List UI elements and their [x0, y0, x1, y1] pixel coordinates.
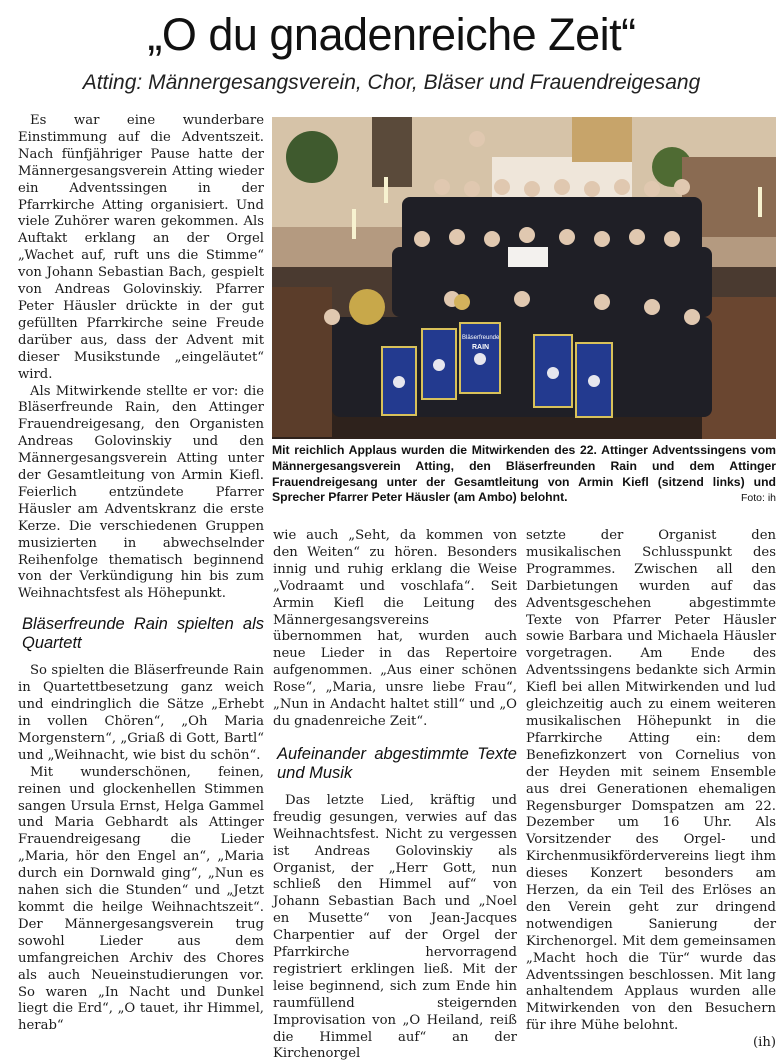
article-column-1 [18, 113, 264, 1035]
subheadline: Atting: Männergesangsverein, Chor, Bläser und Frauendreigesang [82, 71, 701, 94]
paragraph: Es war eine wunderbare Einstimmung auf die Adventszeit. Nach fünfjähriger Pause hatte der Männergesangsverein Atting wieder ein Adventssingen in der Pfarrkirche Atting organisiert. Und viele Zuhörer waren gekommen. Als Auftakt erklang an der Orgel „Wachet auf, ruft uns die Stimme“ von Johann Sebastian Bach, gespielt von Andreas Golovinskiy. Pfarrer Peter Häusler drückte in der gut gefüllten Pfarrkirche seine Freude darüber aus, dass der Advent mit dieser Musikstunde „eingeläutet“ wird. [18, 113, 264, 382]
section-subheading: Bläserfreunde Rain spielten als Quartett [22, 615, 264, 653]
paragraph: setzte der Organist den musikalischen Schlusspunkt des Programmes. Zwischen all den Darbietungen wurden auf das Adventsgeschehen abgestimmte Texte von Pfarrer Peter Häusler sowie Barbara und Michaela Häusler vorgetragen. Am Ende des Adventssingens bedankte sich Armin Kiefl bei allen Mitwirkenden und lud gleichzeitig auch zu einem weiteren musikalischen Höhepunkt in die Pfarrkirche Atting ein: dem Benefizkonzert von Cornelius von der Heyden mit seinem Ensemble aus drei Generationen ehemaligen Regensburger Domspatzen am 22. Dezember um 16 Uhr. Als Vorsitzender des Orgel- und Kirchenmusikfördervereins liegt ihm dieses Konzert besonders am Herzen, da ein Teil des Erlöses an den Verein geht zur dringend notwendigen Sanierung der Kirchenorgel. Mit dem gemeinsamen „Macht hoch die Tür“ wurde das Adventssingen beschlossen. Mit lang anhaltendem Applaus wurden alle Mitwirkenden von den Besuchern für ihre Mühe belohnt. [526, 528, 776, 1034]
headline: „O du gnadenreiche Zeit“ [147, 9, 636, 60]
author-signoff: (ih) [752, 1035, 776, 1051]
paragraph: So spielten die Bläserfreunde Rain in Quartettbesetzung ganz weich und eindringlich die Sätze „Erhebt in vollen Chören“, „Oh Maria Morgenstern“, „Griaß di Gott, Bartl“ und „Weihnacht, wie bist du schön“. [18, 663, 264, 763]
photo-credit: Foto: ih [740, 492, 776, 505]
banner-label: Bläserfreunde [462, 335, 500, 341]
caption-text: Mit reichlich Applaus wurden die Mitwirkenden des 22. Attinger Adventssingens vom Männergesangsverein Atting, den Bläserfreunden Rain und dem Attinger Frauendreigesang unter der Gesamtleitung von Armin Kiefl (sitzend links) und Sprecher Pfarrer Peter Häusler (am Ambo) belohnt. [272, 443, 776, 505]
paragraph: wie auch „Seht, da kommen von den Weiten“ zu hören. Besonders innig und ruhig erklang die Weise „Vodraamt und voschlafa“. Seit Armin Kiefl die Leitung des Männergesangsvereins übernommen hat, wurden auch neue Lieder in das Repertoire aufgenommen. „Aus einer schönen Rose“, „Maria, unsre liebe Frau“, „Nun in Andacht haltet still“ und „O du gnadenreiche Zeit“. [273, 528, 517, 729]
article-column-3 [526, 528, 776, 1052]
paragraph: Mit wunderschönen, feinen, reinen und glockenhellen Stimmen sangen Ursula Ernst, Helga Gammel und Maria Gebhardt als Attinger Frauendreigesang die Lieder „Maria, hör den Engel an“, „Maria durch ein Dornwald ging“, „Nun es nahen sich die Stunden“ und „Jetzt kommt die heilge Weihnachtszeit“. Der Männergesangsverein trug sowohl Lieder aus dem umfangreichen Archiv des Chores als auch Neueinstudierungen vor. So waren „In Nacht und Dunkel liegt die Erd“, „O tauet, ihr Himmel, herab“ [18, 764, 264, 1034]
article-column-2 [273, 528, 517, 1063]
choir-photo-illustration [272, 117, 776, 439]
article-photo [272, 117, 776, 439]
section-subheading: Aufeinander abgestimmte Texte und Musik [277, 744, 517, 782]
paragraph: Das letzte Lied, kräftig und freudig gesungen, verwies auf das Weihnachtsfest. Nicht zu vergessen ist Andreas Golovinskiy als Organist, der „Herr Gott, nun schließ den Himmel auf“ von Johann Sebastian Bach und „Noel en Musette“ von Jean-Jacques Charpentier auf der Orgel der Pfarrkirche hervorragend registriert erklingen ließ. Mit der leise beginnend, sich zum Ende hin raumfüllend steigernden Improvisation von „O Heiland, reiß die Himmel auf“ an der Kirchenorgel [273, 792, 517, 1062]
paragraph: Als Mitwirkende stellte er vor: die Bläserfreunde Rain, den Attinger Frauendreigesang, den Organisten Andreas Golovinskiy und den Männergesangsverein Atting unter der Gesamtleitung von Armin Kiefl. Feierlich entzündete Pfarrer Häusler am Adventskranz die erste Kerze. Die verschiedenen Gruppen musizierten in abwechselnder Reihenfolge thematisch beginnend von der Verkündigung hin bis zum Weihnachtsfest als Höhepunkt. [18, 383, 264, 602]
banner-label: RAIN [472, 344, 490, 351]
photo-caption [272, 443, 776, 507]
